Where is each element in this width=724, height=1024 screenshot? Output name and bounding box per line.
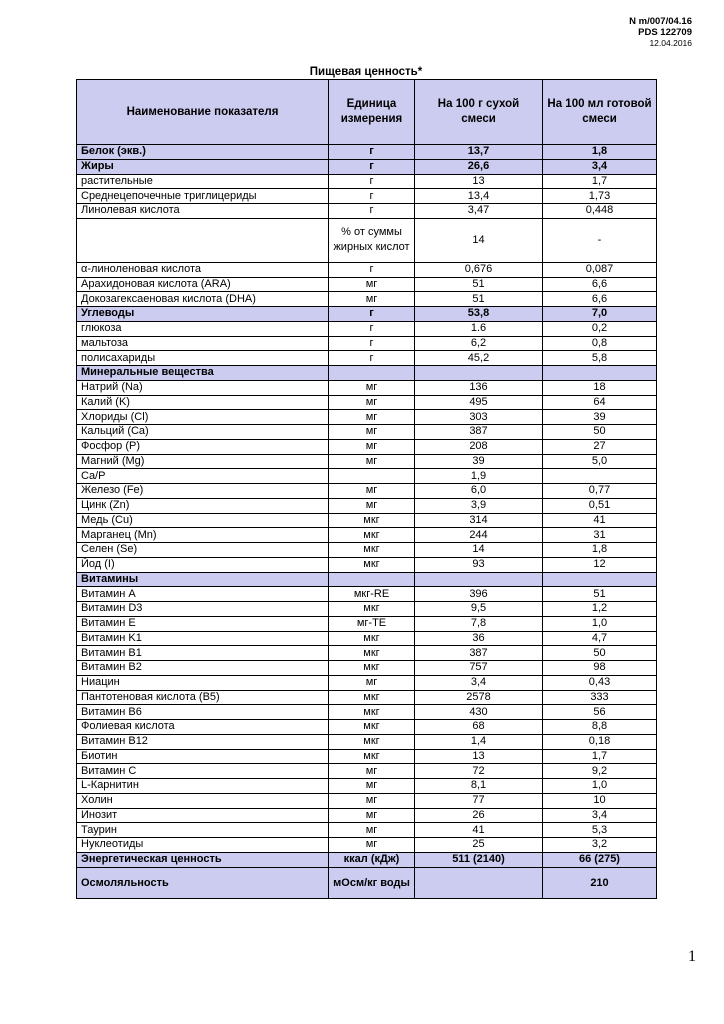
row-unit: мг xyxy=(329,277,415,292)
doc-date: 12.04.2016 xyxy=(649,38,692,48)
row-value-dry: 244 xyxy=(415,528,543,543)
table-row xyxy=(77,204,657,219)
row-value-ready: 1,8 xyxy=(543,145,657,160)
row-value-ready: 6,6 xyxy=(543,292,657,307)
row-unit: г xyxy=(329,321,415,336)
row-value-ready: 6,6 xyxy=(543,277,657,292)
row-name: Калий (K) xyxy=(77,395,329,410)
table-row xyxy=(77,793,657,808)
pds-number: PDS 122709 xyxy=(638,27,692,38)
row-unit: мг xyxy=(329,498,415,513)
row-unit: мкг-RE xyxy=(329,587,415,602)
row-name: Витамин B12 xyxy=(77,734,329,749)
row-value-dry: 9,5 xyxy=(415,602,543,617)
document-header xyxy=(629,16,692,49)
row-unit: мкг xyxy=(329,720,415,735)
row-name: Фолиевая кислота xyxy=(77,720,329,735)
row-unit xyxy=(329,469,415,484)
column-header-dry: На 100 г сухой смеси xyxy=(415,80,543,145)
row-value-dry: 2578 xyxy=(415,690,543,705)
row-unit: мг xyxy=(329,675,415,690)
row-name: Витамин C xyxy=(77,764,329,779)
row-name: растительные xyxy=(77,174,329,189)
row-unit: мг xyxy=(329,484,415,499)
table-row xyxy=(77,705,657,720)
row-value-ready: 56 xyxy=(543,705,657,720)
row-value-dry: 303 xyxy=(415,410,543,425)
row-name: Железо (Fe) xyxy=(77,484,329,499)
row-value-ready: 3,4 xyxy=(543,159,657,174)
column-header-name: Наименование показателя xyxy=(77,80,329,145)
row-value-ready: 0,448 xyxy=(543,204,657,219)
row-value-ready: 210 xyxy=(543,867,657,898)
row-name: Арахидоновая кислота (ARA) xyxy=(77,277,329,292)
table-row xyxy=(77,484,657,499)
row-name: L-Карнитин xyxy=(77,779,329,794)
table-row xyxy=(77,764,657,779)
row-name: Среднецепочечные триглицериды xyxy=(77,189,329,204)
row-name: Жиры xyxy=(77,159,329,174)
table-row xyxy=(77,557,657,572)
row-value-ready: 9,2 xyxy=(543,764,657,779)
row-value-ready: 0,51 xyxy=(543,498,657,513)
row-value-dry: 1,4 xyxy=(415,734,543,749)
row-value-dry: 3,47 xyxy=(415,204,543,219)
row-value-dry: 0,676 xyxy=(415,262,543,277)
row-value-ready xyxy=(543,572,657,587)
row-unit: мг xyxy=(329,425,415,440)
row-unit: мкг xyxy=(329,543,415,558)
row-value-ready xyxy=(543,469,657,484)
row-name: Витамины xyxy=(77,572,329,587)
row-name: Витамин B1 xyxy=(77,646,329,661)
row-value-ready: 51 xyxy=(543,587,657,602)
row-unit: мг xyxy=(329,793,415,808)
row-value-dry: 3,4 xyxy=(415,675,543,690)
table-row xyxy=(77,661,657,676)
table-row xyxy=(77,277,657,292)
row-value-dry: 25 xyxy=(415,838,543,853)
row-value-dry xyxy=(415,867,543,898)
column-header-unit: Единица измерения xyxy=(329,80,415,145)
row-value-dry: 430 xyxy=(415,705,543,720)
table-row xyxy=(77,425,657,440)
row-unit: мкг xyxy=(329,646,415,661)
table-row xyxy=(77,631,657,646)
row-value-ready: 1,0 xyxy=(543,779,657,794)
row-name: Фосфор (P) xyxy=(77,439,329,454)
row-unit: мг xyxy=(329,292,415,307)
row-value-dry: 14 xyxy=(415,543,543,558)
row-value-dry: 13,4 xyxy=(415,189,543,204)
table-row xyxy=(77,513,657,528)
table-row xyxy=(77,351,657,366)
row-value-ready: 18 xyxy=(543,380,657,395)
row-value-ready: 1,8 xyxy=(543,543,657,558)
row-value-dry: 93 xyxy=(415,557,543,572)
table-row xyxy=(77,646,657,661)
table-row xyxy=(77,145,657,160)
row-name: Цинк (Zn) xyxy=(77,498,329,513)
row-value-dry: 1,9 xyxy=(415,469,543,484)
row-unit: г xyxy=(329,159,415,174)
row-value-ready: 0,43 xyxy=(543,675,657,690)
row-value-dry: 7,8 xyxy=(415,616,543,631)
row-value-dry: 13 xyxy=(415,749,543,764)
row-name: Кальций (Ca) xyxy=(77,425,329,440)
row-value-dry: 77 xyxy=(415,793,543,808)
row-name: Таурин xyxy=(77,823,329,838)
row-value-ready: - xyxy=(543,218,657,262)
row-unit: % от суммы жирных кислот xyxy=(329,218,415,262)
row-unit: г xyxy=(329,174,415,189)
doc-number: N m/007/04.16 xyxy=(629,16,692,27)
row-value-ready: 50 xyxy=(543,646,657,661)
row-name: Минеральные вещества xyxy=(77,366,329,381)
row-value-ready: 0,2 xyxy=(543,321,657,336)
row-unit: ккал (кДж) xyxy=(329,852,415,867)
table-row xyxy=(77,543,657,558)
row-unit: мкг xyxy=(329,602,415,617)
row-name: Ca/P xyxy=(77,469,329,484)
row-name: Инозит xyxy=(77,808,329,823)
row-value-ready: 333 xyxy=(543,690,657,705)
row-value-ready: 1,7 xyxy=(543,749,657,764)
row-value-dry: 36 xyxy=(415,631,543,646)
row-value-ready: 1,2 xyxy=(543,602,657,617)
row-name: Медь (Cu) xyxy=(77,513,329,528)
row-value-ready: 98 xyxy=(543,661,657,676)
row-name: Витамин E xyxy=(77,616,329,631)
row-value-dry: 136 xyxy=(415,380,543,395)
row-value-ready: 8,8 xyxy=(543,720,657,735)
row-value-dry: 39 xyxy=(415,454,543,469)
table-row xyxy=(77,395,657,410)
row-name: Йод (I) xyxy=(77,557,329,572)
row-unit: мг xyxy=(329,380,415,395)
row-name: Докозагексаеновая кислота (DHA) xyxy=(77,292,329,307)
row-unit: мОсм/кг воды xyxy=(329,867,415,898)
row-value-ready: 66 (275) xyxy=(543,852,657,867)
row-value-dry: 387 xyxy=(415,646,543,661)
row-unit: мкг xyxy=(329,528,415,543)
row-value-ready: 3,2 xyxy=(543,838,657,853)
table-row xyxy=(77,823,657,838)
table-title: Пищевая ценность* xyxy=(309,66,423,78)
row-name: мальтоза xyxy=(77,336,329,351)
row-name: Витамин B6 xyxy=(77,705,329,720)
row-value-dry: 757 xyxy=(415,661,543,676)
table-row xyxy=(77,307,657,322)
row-unit: мкг xyxy=(329,661,415,676)
row-value-ready: 0,18 xyxy=(543,734,657,749)
table-body xyxy=(77,145,657,899)
table-row xyxy=(77,366,657,381)
row-name: Ниацин xyxy=(77,675,329,690)
row-value-dry: 72 xyxy=(415,764,543,779)
row-value-dry: 387 xyxy=(415,425,543,440)
row-unit: мкг xyxy=(329,690,415,705)
row-name: Витамин K1 xyxy=(77,631,329,646)
row-value-dry: 1.6 xyxy=(415,321,543,336)
row-unit: г xyxy=(329,189,415,204)
row-value-dry: 53,8 xyxy=(415,307,543,322)
row-value-dry: 51 xyxy=(415,277,543,292)
row-value-ready: 50 xyxy=(543,425,657,440)
row-value-ready: 27 xyxy=(543,439,657,454)
table-row xyxy=(77,779,657,794)
row-unit: мг xyxy=(329,439,415,454)
row-unit: г xyxy=(329,307,415,322)
row-unit: мкг xyxy=(329,631,415,646)
table-row xyxy=(77,380,657,395)
row-value-dry: 6,2 xyxy=(415,336,543,351)
row-name: Витамин A xyxy=(77,587,329,602)
table-row xyxy=(77,262,657,277)
row-name: Углеводы xyxy=(77,307,329,322)
row-value-ready: 1,73 xyxy=(543,189,657,204)
row-value-dry xyxy=(415,366,543,381)
table-row xyxy=(77,159,657,174)
row-value-dry: 6,0 xyxy=(415,484,543,499)
row-value-dry: 45,2 xyxy=(415,351,543,366)
row-unit: мг xyxy=(329,779,415,794)
row-unit: мг xyxy=(329,410,415,425)
table-row xyxy=(77,218,657,262)
row-unit: мкг xyxy=(329,705,415,720)
table-row xyxy=(77,528,657,543)
row-value-dry: 511 (2140) xyxy=(415,852,543,867)
row-name: Хлориды (Cl) xyxy=(77,410,329,425)
row-name: Пантотеновая кислота (B5) xyxy=(77,690,329,705)
row-name: глюкоза xyxy=(77,321,329,336)
row-unit: мкг xyxy=(329,513,415,528)
row-unit: мг xyxy=(329,808,415,823)
row-value-dry: 51 xyxy=(415,292,543,307)
row-name: Нуклеотиды xyxy=(77,838,329,853)
table-row xyxy=(77,602,657,617)
table-row xyxy=(77,616,657,631)
table-row xyxy=(77,587,657,602)
row-name: Биотин xyxy=(77,749,329,764)
table-header-row xyxy=(77,80,657,145)
page-number: 1 xyxy=(688,948,696,965)
table-row xyxy=(77,336,657,351)
row-value-dry: 13,7 xyxy=(415,145,543,160)
row-value-ready: 64 xyxy=(543,395,657,410)
row-value-dry: 41 xyxy=(415,823,543,838)
row-name: полисахариды xyxy=(77,351,329,366)
row-value-ready: 1,0 xyxy=(543,616,657,631)
table-row xyxy=(77,838,657,853)
table-row xyxy=(77,469,657,484)
row-name: Энергетическая ценность xyxy=(77,852,329,867)
row-value-dry: 396 xyxy=(415,587,543,602)
row-name: Селен (Se) xyxy=(77,543,329,558)
row-value-ready: 7,0 xyxy=(543,307,657,322)
row-value-ready: 1,7 xyxy=(543,174,657,189)
table-row xyxy=(77,852,657,867)
row-name: Магний (Mg) xyxy=(77,454,329,469)
row-value-ready: 39 xyxy=(543,410,657,425)
row-value-ready: 5,3 xyxy=(543,823,657,838)
table-row xyxy=(77,321,657,336)
row-name: Холин xyxy=(77,793,329,808)
row-value-ready: 10 xyxy=(543,793,657,808)
row-name xyxy=(77,218,329,262)
row-unit: мг xyxy=(329,823,415,838)
row-value-ready: 12 xyxy=(543,557,657,572)
row-value-ready: 31 xyxy=(543,528,657,543)
row-unit: мг xyxy=(329,454,415,469)
row-name: Витамин B2 xyxy=(77,661,329,676)
row-unit: мг xyxy=(329,764,415,779)
row-value-ready: 4,7 xyxy=(543,631,657,646)
table-row xyxy=(77,808,657,823)
row-value-dry: 208 xyxy=(415,439,543,454)
row-unit: г xyxy=(329,204,415,219)
row-value-dry: 26,6 xyxy=(415,159,543,174)
table-row xyxy=(77,410,657,425)
nutrition-table xyxy=(76,79,657,899)
row-value-dry: 26 xyxy=(415,808,543,823)
row-value-ready: 3,4 xyxy=(543,808,657,823)
table-row xyxy=(77,720,657,735)
column-header-ready: На 100 мл готовой смеси xyxy=(543,80,657,145)
row-value-ready xyxy=(543,366,657,381)
row-value-ready: 0,77 xyxy=(543,484,657,499)
row-value-dry: 3,9 xyxy=(415,498,543,513)
row-name: α-линоленовая кислота xyxy=(77,262,329,277)
table-row xyxy=(77,292,657,307)
row-name: Натрий (Na) xyxy=(77,380,329,395)
row-unit: мкг xyxy=(329,557,415,572)
row-value-dry: 8,1 xyxy=(415,779,543,794)
table-row xyxy=(77,454,657,469)
row-name: Белок (экв.) xyxy=(77,145,329,160)
table-row xyxy=(77,174,657,189)
row-unit: мг xyxy=(329,395,415,410)
table-row xyxy=(77,675,657,690)
table-row xyxy=(77,749,657,764)
table-row xyxy=(77,189,657,204)
table-row xyxy=(77,498,657,513)
row-value-ready: 0,8 xyxy=(543,336,657,351)
row-unit: г xyxy=(329,351,415,366)
table-row xyxy=(77,690,657,705)
row-value-ready: 0,087 xyxy=(543,262,657,277)
row-unit xyxy=(329,572,415,587)
row-name: Линолевая кислота xyxy=(77,204,329,219)
row-value-dry: 13 xyxy=(415,174,543,189)
table-row xyxy=(77,867,657,898)
row-unit: мг xyxy=(329,838,415,853)
table-row xyxy=(77,439,657,454)
row-value-dry xyxy=(415,572,543,587)
row-name: Осмоляльность xyxy=(77,867,329,898)
row-unit: мкг xyxy=(329,749,415,764)
table-row xyxy=(77,572,657,587)
row-value-ready: 5,0 xyxy=(543,454,657,469)
row-name: Марганец (Mn) xyxy=(77,528,329,543)
row-value-dry: 14 xyxy=(415,218,543,262)
row-value-dry: 314 xyxy=(415,513,543,528)
table-row xyxy=(77,734,657,749)
row-name: Витамин D3 xyxy=(77,602,329,617)
row-unit xyxy=(329,366,415,381)
row-value-dry: 68 xyxy=(415,720,543,735)
row-value-ready: 5,8 xyxy=(543,351,657,366)
row-unit: г xyxy=(329,262,415,277)
row-unit: г xyxy=(329,336,415,351)
row-value-dry: 495 xyxy=(415,395,543,410)
row-value-ready: 41 xyxy=(543,513,657,528)
row-unit: г xyxy=(329,145,415,160)
row-unit: мкг xyxy=(329,734,415,749)
row-unit: мг-TE xyxy=(329,616,415,631)
